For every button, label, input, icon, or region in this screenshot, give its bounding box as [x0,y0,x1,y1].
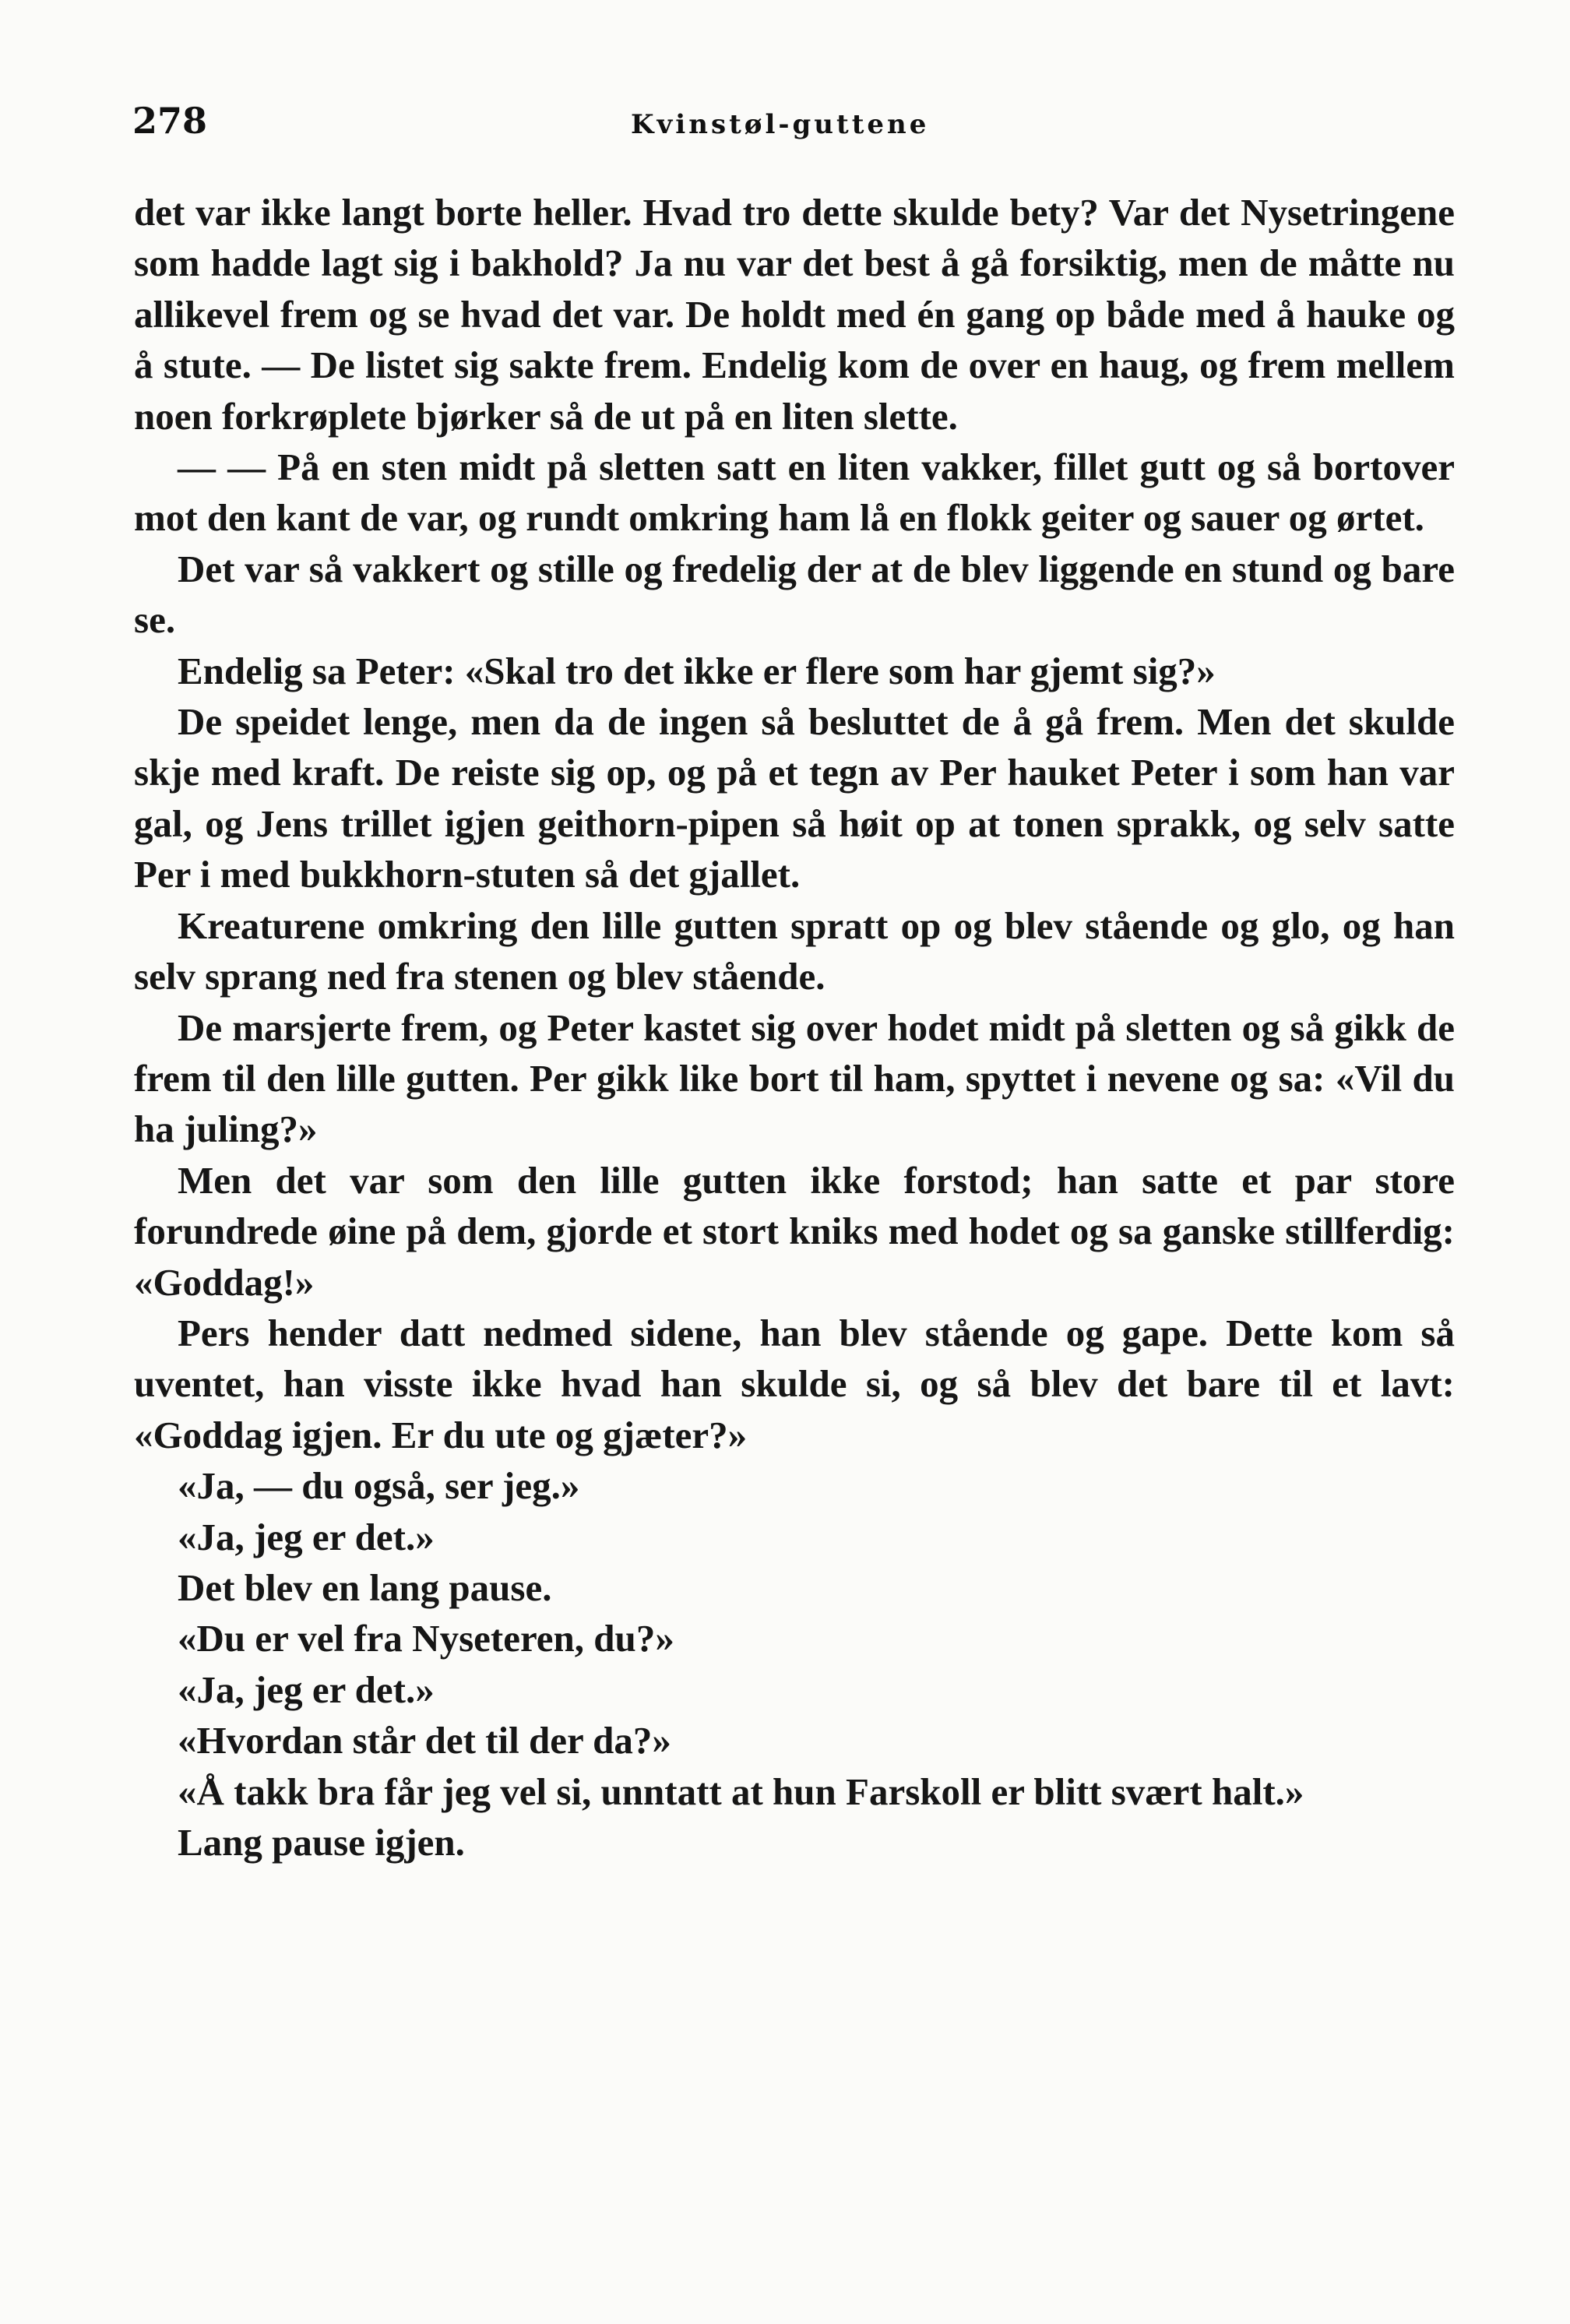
dialogue-line: «Du er vel fra Nyseteren, du?» [178,1617,674,1660]
paragraph: Endelig sa Peter: «Skal tro det ikke er flere som har gjemt sig?» [178,649,1216,692]
page-header [132,100,1456,154]
paragraph: Pers hender datt nedmed sidene, han blev stående og gape. Dette kom så uventet, han visste ikke hvad han skulde si, og så blev det bare til et lavt: «Goddag igjen. Er du ute og gjæter?» [134,1311,1455,1456]
paragraph: Kreaturene omkring den lille gutten spratt op og blev stående og glo, og han selv sprang ned fra stenen og blev stående. [134,903,1455,998]
paragraph: Det var så vakkert og stille og fredelig der at de blev liggende en stund og bare se. [134,547,1455,642]
dialogue-line: «Å takk bra får jeg vel si, unntatt at hun Farskoll er blitt svært halt.» [178,1769,1304,1813]
paragraph: Lang pause igjen. [178,1821,465,1864]
dialogue-line: «Ja, — du også, ser jeg.» [178,1464,580,1508]
running-title: Kvinstøl-guttene [631,109,930,140]
dialogue-line: «Ja, jeg er det.» [178,1515,435,1558]
page-number: 278 [132,100,208,142]
paragraph: det var ikke langt borte heller. Hvad tro dette skulde bety? Var det Nysetringene som hadde lagt sig i bakhold? Ja nu var det best å gå forsiktig, men de måtte nu allikevel frem og se hvad det var. De holdt med én gang op både med å hauke og å stute. — De listet sig sakte frem. Endelig kom de over en haug, og frem mellem noen forkrøplete bjørker så de ut på en liten slette. [134,191,1455,438]
dialogue-line: «Hvordan står det til der da?» [178,1719,671,1762]
paragraph: De speidet lenge, men da de ingen så besluttet de å gå frem. Men det skulde skje med kraft. De reiste sig op, og på et tegn av Per hauket Peter i som han var gal, og Jens trillet igjen geithorn-pipen så høit op at tonen sprakk, og selv satte Per i med bukkhorn-stuten så det gjallet. [134,700,1455,896]
paragraph: De marsjerte frem, og Peter kastet sig over hodet midt på sletten og så gikk de frem til den lille gutten. Per gikk like bort til ham, spyttet i nevene og sa: «Vil du ha juling?» [134,1005,1455,1151]
paragraph: Men det var som den lille gutten ikke forstod; han satte et par store forundrede øine på dem, gjorde et stort kniks med hodet og sa ganske stillferdig: «Goddag!» [134,1158,1455,1304]
paragraph: Det blev en lang pause. [178,1565,552,1609]
body-text [134,187,1455,1868]
dialogue-line: «Ja, jeg er det.» [178,1667,435,1711]
paragraph: — — På en sten midt på sletten satt en liten vakker, fillet gutt og så bortover mot den kant de var, og rundt omkring ham lå en flokk geiter og sauer og ørtet. [134,445,1455,540]
